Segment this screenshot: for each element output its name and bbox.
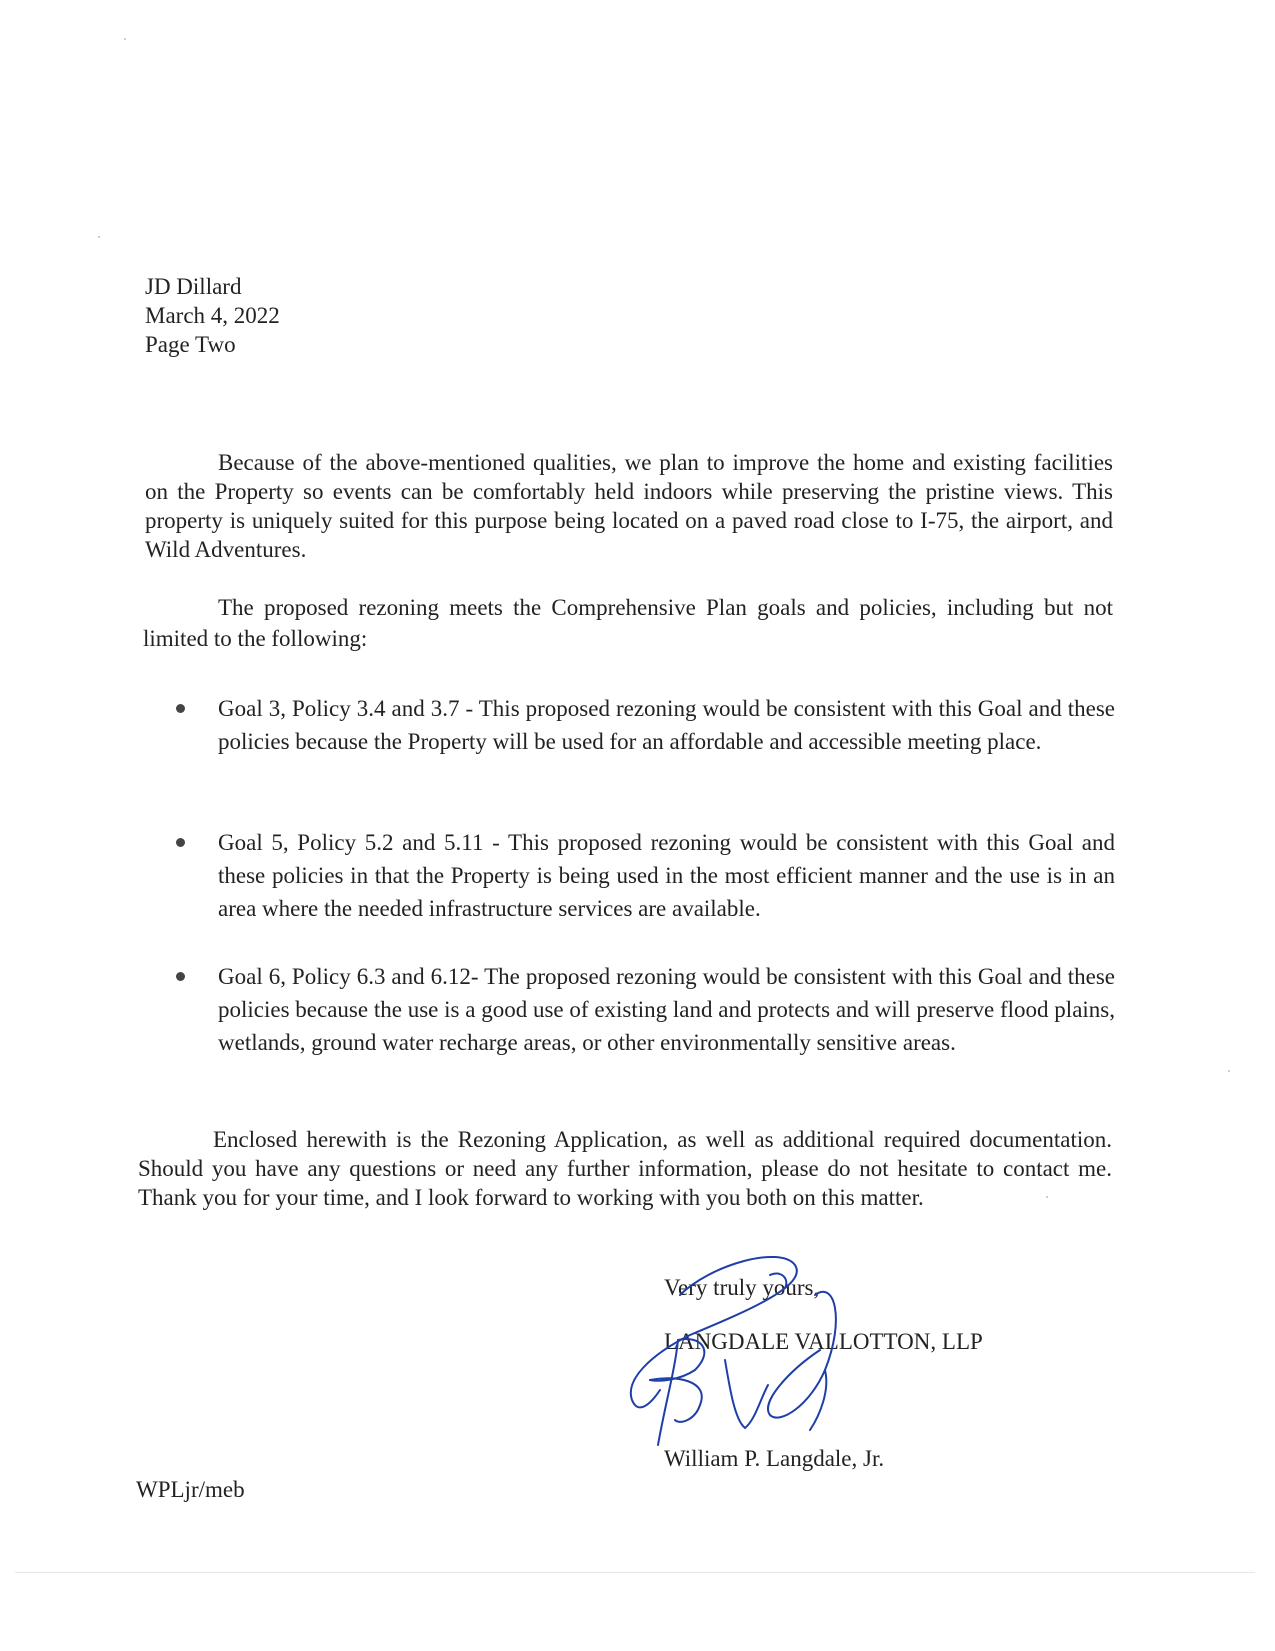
bullet-icon <box>176 838 185 847</box>
page-label: Page Two <box>145 332 236 357</box>
body-paragraph-3: Enclosed herewith is the Rezoning Application, as well as additional required documentation. Should you have any questions or need any further information, please do not hesitate to contact me. Thank you for your time, and I look forward to working with you both on this matter. <box>138 1127 1112 1210</box>
bullet-icon <box>176 972 185 981</box>
body-paragraph-2: The proposed rezoning meets the Comprehensive Plan goals and policies, including but not limited to the following: <box>143 595 1113 651</box>
closing-salutation: Very truly yours, <box>664 1275 820 1300</box>
list-item-text: Goal 5, Policy 5.2 and 5.11 - This proposed rezoning would be consistent with this Goal and these policies in that the Property is being used in the most efficient manner and the use is in an area where the needed infrastructure services are available. <box>218 830 1115 921</box>
firm-name: LANGDALE VALLOTTON, LLP <box>664 1329 983 1354</box>
recipient-name: JD Dillard <box>145 274 242 299</box>
scan-speck <box>98 236 100 238</box>
letter-header <box>145 272 280 359</box>
bullet-icon <box>176 704 185 713</box>
scan-speck <box>1046 1196 1048 1198</box>
scan-speck <box>124 38 126 40</box>
page-scan-edge <box>15 1572 1255 1573</box>
list-item-text: Goal 3, Policy 3.4 and 3.7 - This proposed rezoning would be consistent with this Goal and these policies because the Property will be used for an affordable and accessible meeting place. <box>218 696 1115 754</box>
letter-date: March 4, 2022 <box>145 303 280 328</box>
handwritten-signature <box>620 1240 900 1450</box>
typist-initials: WPLjr/meb <box>136 1477 245 1502</box>
list-item-text: Goal 6, Policy 6.3 and 6.12- The proposed rezoning would be consistent with this Goal and these policies because the use is a good use of existing land and protects and will preserve flood plains, wetlands, ground water recharge areas, or other environmentally sensitive areas. <box>218 964 1115 1055</box>
scan-speck <box>1228 1070 1230 1072</box>
body-paragraph-1: Because of the above-mentioned qualities, we plan to improve the home and existing facilities on the Property so events can be comfortably held indoors while preserving the pristine views. This property is uniquely suited for this purpose being located on a paved road close to I-75, the airport, and Wild Adventures. <box>145 450 1113 562</box>
signer-name: William P. Langdale, Jr. <box>664 1446 885 1471</box>
